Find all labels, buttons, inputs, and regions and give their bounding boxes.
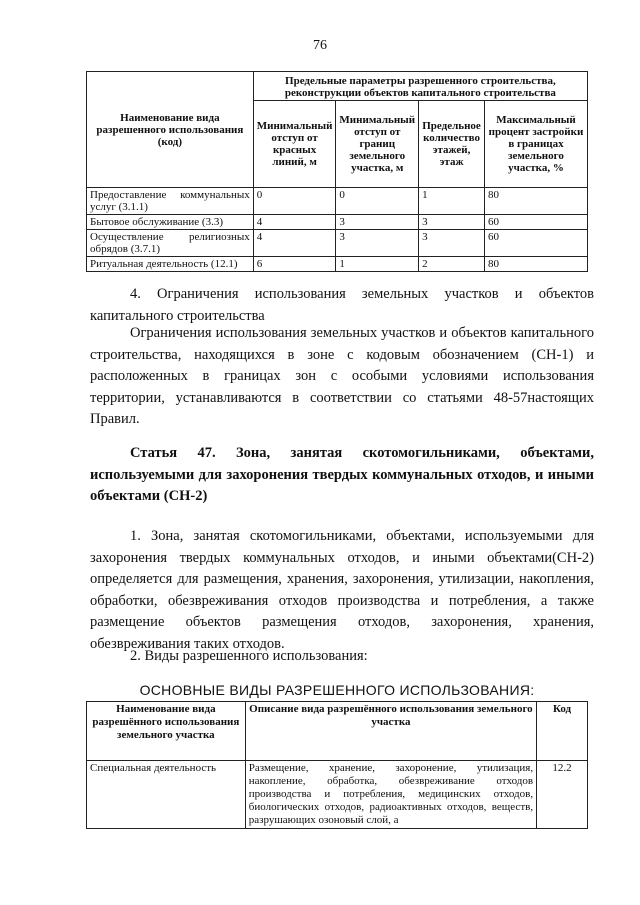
header-min-setback-red-lines: Минимальный отступ от красных линий, м <box>253 101 336 188</box>
row-code: 12.2 <box>537 761 588 829</box>
page-number: 76 <box>313 38 327 53</box>
row-description: Размещение, хранение, захоронение, утилизация, накопление, обработка, обезвреживание отходов производства и потребления, медицинских отходов, биологических отходов, радиоактивных отходов, веществ, разрушающих озоновый слой, а <box>245 761 536 829</box>
row-value: 3 <box>336 230 419 257</box>
row-value: 0 <box>253 188 336 215</box>
table-row <box>87 230 588 257</box>
section-title: ОСНОВНЫЕ ВИДЫ РАЗРЕШЕННОГО ИСПОЛЬЗОВАНИЯ: <box>139 682 535 698</box>
header-max-coverage: Максимальный процент застройки в границах земельного участка, % <box>485 101 588 188</box>
row-value: 4 <box>253 215 336 230</box>
permitted-use-table <box>86 701 588 829</box>
header-min-setback-borders: Минимальный отступ от границ земельного участка, м <box>336 101 419 188</box>
table-header-row <box>87 702 588 761</box>
row-value: 1 <box>336 257 419 272</box>
row-value: 3 <box>336 215 419 230</box>
permitted-use-kinds-paragraph: 2. Виды разрешенного использования: <box>130 648 368 664</box>
header-use-name: Наименование вида разрешённого использования земельного участка <box>87 702 246 761</box>
article-heading-line1: Статья 47. Зона, занятая скотомогильниками, объектами, <box>130 445 594 461</box>
row-value: 0 <box>336 188 419 215</box>
header-max-floors: Предельное количество этажей, этаж <box>419 101 485 188</box>
row-value: 2 <box>419 257 485 272</box>
zone-definition-paragraph: 1. Зона, занятая скотомогильниками, объектами, используемыми для захоронения твердых коммунальных отходов, и иными объектами(СН-2) определяется для размещения, хранения, захоронения, утилизации, накопления, обработки, обезвреживания отходов производства и потребления, а также размещение объектов размещения отходов, захоронения, хранения, обезвреживания таких отходов. <box>90 528 594 652</box>
table-row <box>87 257 588 272</box>
row-value: 3 <box>419 215 485 230</box>
building-parameters-table <box>86 71 588 272</box>
row-name: Осуществление религиозных обрядов (3.7.1) <box>87 230 254 257</box>
restrictions-heading-paragraph: 4. Ограничения использования земельных участков и объектов капитального строительства <box>90 286 594 324</box>
table-header-row <box>87 72 588 101</box>
row-value: 60 <box>485 215 588 230</box>
header-group-cell: Предельные параметры разрешенного строительства, реконструкции объектов капитального строительства <box>253 72 587 101</box>
table-row <box>87 188 588 215</box>
header-name-cell: Наименование вида разрешенного использования (код) <box>87 72 254 188</box>
row-value: 3 <box>419 230 485 257</box>
table-row <box>87 761 588 829</box>
row-value: 6 <box>253 257 336 272</box>
header-use-description: Описание вида разрешённого использования земельного участка <box>245 702 536 761</box>
header-use-code: Код <box>537 702 588 761</box>
row-name: Бытовое обслуживание (3.3) <box>87 215 254 230</box>
row-name: Предоставление коммунальных услуг (3.1.1) <box>87 188 254 215</box>
row-name: Ритуальная деятельность (12.1) <box>87 257 254 272</box>
article-heading <box>90 443 594 508</box>
restrictions-body-paragraph: Ограничения использования земельных участков и объектов капитального строительства, находящихся в зоне с кодовым обозначением (СН-1) и расположенных в границах зон с особыми условиями использования территории, устанавливаются в соответствии со статьями 48-57настоящих Правил. <box>90 325 594 427</box>
row-value: 80 <box>485 188 588 215</box>
article-heading-rest: используемыми для захоронения твердых коммунальных отходов, и иными объектами (СН-2) <box>90 466 594 504</box>
row-value: 80 <box>485 257 588 272</box>
row-name: Специальная деятельность <box>87 761 246 829</box>
row-value: 60 <box>485 230 588 257</box>
row-value: 1 <box>419 188 485 215</box>
table-row <box>87 215 588 230</box>
row-value: 4 <box>253 230 336 257</box>
